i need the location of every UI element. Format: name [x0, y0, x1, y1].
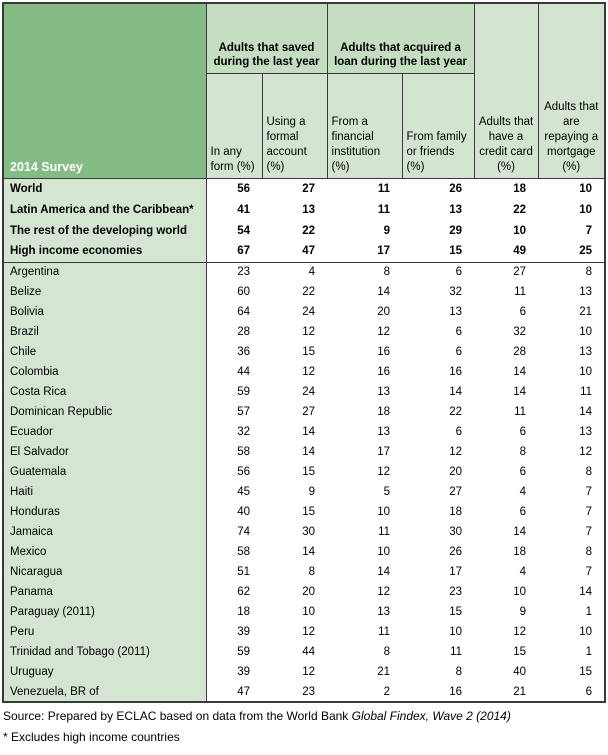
value-cell: 10 [327, 542, 402, 562]
value-cell: 10 [538, 622, 605, 642]
value-cell: 20 [262, 582, 327, 602]
value-cell: 1 [538, 642, 605, 662]
table-row [3, 562, 605, 582]
table-row [3, 322, 605, 342]
value-cell: 26 [402, 178, 474, 199]
row-label: Latin America and the Caribbean* [3, 199, 206, 220]
value-cell: 8 [327, 642, 402, 662]
value-cell: 23 [262, 682, 327, 702]
value-cell: 9 [262, 482, 327, 502]
value-cell: 30 [402, 522, 474, 542]
value-cell: 11 [327, 199, 402, 220]
value-cell: 64 [206, 302, 262, 322]
row-label: Venezuela, BR of [3, 682, 206, 702]
value-cell: 40 [206, 502, 262, 522]
value-cell: 45 [206, 482, 262, 502]
row-label: Trinidad and Tobago (2011) [3, 642, 206, 662]
table-row [3, 178, 605, 199]
value-cell: 12 [262, 662, 327, 682]
row-label: Belize [3, 282, 206, 302]
row-label: Dominican Republic [3, 402, 206, 422]
value-cell: 14 [262, 442, 327, 462]
value-cell: 15 [262, 342, 327, 362]
value-cell: 27 [402, 482, 474, 502]
row-label: El Salvador [3, 442, 206, 462]
value-cell: 6 [474, 502, 538, 522]
table-row [3, 662, 605, 682]
value-cell: 58 [206, 542, 262, 562]
value-cell: 47 [262, 241, 327, 262]
table-row [3, 502, 605, 522]
value-cell: 22 [262, 220, 327, 241]
table-body [3, 178, 605, 702]
value-cell: 56 [206, 462, 262, 482]
value-cell: 36 [206, 342, 262, 362]
row-label: Haiti [3, 482, 206, 502]
value-cell: 21 [327, 662, 402, 682]
row-label: Bolivia [3, 302, 206, 322]
table-row [3, 199, 605, 220]
group-header-loan: Adults that acquired a loan during the last year [327, 3, 474, 73]
row-label: World [3, 178, 206, 199]
value-cell: 30 [262, 522, 327, 542]
table-row [3, 220, 605, 241]
value-cell: 14 [474, 522, 538, 542]
value-cell: 8 [262, 562, 327, 582]
value-cell: 15 [538, 662, 605, 682]
value-cell: 11 [474, 282, 538, 302]
value-cell: 18 [327, 402, 402, 422]
value-cell: 14 [538, 582, 605, 602]
column-header-formal-account: Using a formal account (%) [262, 73, 327, 178]
value-cell: 10 [474, 220, 538, 241]
value-cell: 56 [206, 178, 262, 199]
value-cell: 11 [327, 522, 402, 542]
table-row [3, 622, 605, 642]
value-cell: 16 [327, 342, 402, 362]
table-row [3, 402, 605, 422]
value-cell: 60 [206, 282, 262, 302]
row-label: Guatemala [3, 462, 206, 482]
value-cell: 6 [474, 302, 538, 322]
column-header-financial-institution: From a financial institution (%) [327, 73, 402, 178]
footnote: * Excludes high income countries [3, 730, 180, 744]
value-cell: 10 [327, 502, 402, 522]
source-text: Source: Prepared by ECLAC based on data from the World Bank [3, 709, 352, 723]
column-header-credit-card: Adults that have a credit card (%) [474, 3, 538, 178]
row-label: Honduras [3, 502, 206, 522]
value-cell: 59 [206, 642, 262, 662]
table-row [3, 241, 605, 262]
value-cell: 24 [262, 382, 327, 402]
row-label: Jamaica [3, 522, 206, 542]
value-cell: 15 [402, 241, 474, 262]
value-cell: 13 [538, 342, 605, 362]
row-label: Peru [3, 622, 206, 642]
table-row [3, 362, 605, 382]
value-cell: 58 [206, 442, 262, 462]
value-cell: 17 [402, 562, 474, 582]
value-cell: 59 [206, 382, 262, 402]
value-cell: 20 [327, 302, 402, 322]
value-cell: 23 [206, 262, 262, 282]
value-cell: 7 [538, 502, 605, 522]
value-cell: 57 [206, 402, 262, 422]
value-cell: 13 [538, 282, 605, 302]
value-cell: 10 [538, 362, 605, 382]
value-cell: 41 [206, 199, 262, 220]
value-cell: 74 [206, 522, 262, 542]
value-cell: 9 [474, 602, 538, 622]
notes [2, 708, 606, 746]
column-header-family-friends: From family or friends (%) [402, 73, 474, 178]
table-row [3, 642, 605, 662]
table-row [3, 422, 605, 442]
value-cell: 32 [206, 422, 262, 442]
row-label: Panama [3, 582, 206, 602]
value-cell: 40 [474, 662, 538, 682]
value-cell: 12 [327, 462, 402, 482]
value-cell: 14 [327, 282, 402, 302]
value-cell: 28 [474, 342, 538, 362]
value-cell: 1 [538, 602, 605, 622]
value-cell: 4 [474, 562, 538, 582]
value-cell: 51 [206, 562, 262, 582]
value-cell: 39 [206, 622, 262, 642]
value-cell: 14 [474, 362, 538, 382]
value-cell: 11 [327, 178, 402, 199]
value-cell: 12 [538, 442, 605, 462]
value-cell: 26 [402, 542, 474, 562]
table-row [3, 602, 605, 622]
value-cell: 12 [474, 622, 538, 642]
column-header-in-any-form: In any form (%) [206, 73, 262, 178]
value-cell: 54 [206, 220, 262, 241]
value-cell: 4 [262, 262, 327, 282]
source-citation: Global Findex, Wave 2 (2014) [351, 709, 511, 723]
table-row [3, 582, 605, 602]
value-cell: 14 [538, 402, 605, 422]
row-label: Uruguay [3, 662, 206, 682]
value-cell: 11 [474, 402, 538, 422]
table-title-cell: 2014 Survey [3, 3, 206, 178]
value-cell: 16 [327, 362, 402, 382]
row-label: High income economies [3, 241, 206, 262]
value-cell: 25 [538, 241, 605, 262]
table-row [3, 262, 605, 282]
row-label: The rest of the developing world [3, 220, 206, 241]
value-cell: 13 [327, 422, 402, 442]
value-cell: 28 [206, 322, 262, 342]
value-cell: 7 [538, 522, 605, 542]
value-cell: 14 [262, 542, 327, 562]
value-cell: 6 [402, 322, 474, 342]
value-cell: 8 [327, 262, 402, 282]
value-cell: 17 [327, 442, 402, 462]
value-cell: 12 [327, 582, 402, 602]
row-label: Chile [3, 342, 206, 362]
value-cell: 10 [538, 322, 605, 342]
value-cell: 5 [327, 482, 402, 502]
value-cell: 16 [402, 682, 474, 702]
value-cell: 27 [474, 262, 538, 282]
value-cell: 27 [262, 402, 327, 422]
value-cell: 22 [402, 402, 474, 422]
value-cell: 18 [474, 542, 538, 562]
table-row [3, 682, 605, 702]
table-row [3, 302, 605, 322]
value-cell: 67 [206, 241, 262, 262]
value-cell: 6 [402, 342, 474, 362]
row-label: Argentina [3, 262, 206, 282]
value-cell: 8 [402, 662, 474, 682]
value-cell: 18 [402, 502, 474, 522]
value-cell: 15 [474, 642, 538, 662]
value-cell: 10 [262, 602, 327, 622]
value-cell: 14 [402, 382, 474, 402]
value-cell: 12 [327, 322, 402, 342]
row-label: Mexico [3, 542, 206, 562]
value-cell: 21 [538, 302, 605, 322]
value-cell: 13 [402, 199, 474, 220]
source-note [3, 708, 606, 725]
value-cell: 12 [262, 622, 327, 642]
value-cell: 47 [206, 682, 262, 702]
row-label: Brazil [3, 322, 206, 342]
group-header-saved: Adults that saved during the last year [206, 3, 327, 73]
value-cell: 14 [262, 422, 327, 442]
value-cell: 7 [538, 220, 605, 241]
value-cell: 24 [262, 302, 327, 322]
table-header [3, 3, 605, 178]
value-cell: 6 [402, 262, 474, 282]
row-label: Paraguay (2011) [3, 602, 206, 622]
value-cell: 44 [206, 362, 262, 382]
value-cell: 15 [402, 602, 474, 622]
value-cell: 6 [538, 682, 605, 702]
value-cell: 2 [327, 682, 402, 702]
value-cell: 10 [538, 199, 605, 220]
value-cell: 21 [474, 682, 538, 702]
value-cell: 6 [474, 422, 538, 442]
value-cell: 6 [474, 462, 538, 482]
value-cell: 32 [474, 322, 538, 342]
value-cell: 13 [402, 302, 474, 322]
table-row [3, 382, 605, 402]
table-row [3, 522, 605, 542]
value-cell: 12 [262, 362, 327, 382]
row-label: Colombia [3, 362, 206, 382]
value-cell: 10 [474, 582, 538, 602]
value-cell: 6 [402, 422, 474, 442]
value-cell: 16 [402, 362, 474, 382]
value-cell: 8 [474, 442, 538, 462]
value-cell: 4 [474, 482, 538, 502]
value-cell: 13 [327, 382, 402, 402]
value-cell: 8 [538, 462, 605, 482]
table-row [3, 462, 605, 482]
value-cell: 22 [474, 199, 538, 220]
value-cell: 7 [538, 482, 605, 502]
value-cell: 15 [262, 502, 327, 522]
value-cell: 9 [327, 220, 402, 241]
value-cell: 11 [327, 622, 402, 642]
value-cell: 10 [538, 178, 605, 199]
value-cell: 18 [206, 602, 262, 622]
value-cell: 11 [538, 382, 605, 402]
value-cell: 62 [206, 582, 262, 602]
value-cell: 12 [262, 322, 327, 342]
value-cell: 14 [474, 382, 538, 402]
value-cell: 13 [327, 602, 402, 622]
table-row [3, 342, 605, 362]
value-cell: 49 [474, 241, 538, 262]
group-header-row [3, 3, 605, 73]
value-cell: 13 [538, 422, 605, 442]
value-cell: 10 [402, 622, 474, 642]
value-cell: 8 [538, 542, 605, 562]
column-header-mortgage: Adults that are repaying a mortgage (%) [538, 3, 605, 178]
value-cell: 44 [262, 642, 327, 662]
value-cell: 27 [262, 178, 327, 199]
value-cell: 17 [327, 241, 402, 262]
value-cell: 14 [327, 562, 402, 582]
value-cell: 22 [262, 282, 327, 302]
row-label: Ecuador [3, 422, 206, 442]
findex-table [2, 2, 606, 703]
value-cell: 15 [262, 462, 327, 482]
table-row [3, 482, 605, 502]
value-cell: 12 [402, 442, 474, 462]
value-cell: 18 [474, 178, 538, 199]
table-row [3, 542, 605, 562]
value-cell: 7 [538, 562, 605, 582]
value-cell: 13 [262, 199, 327, 220]
table-row [3, 442, 605, 462]
value-cell: 11 [402, 642, 474, 662]
row-label: Nicaragua [3, 562, 206, 582]
value-cell: 8 [538, 262, 605, 282]
table-row [3, 282, 605, 302]
value-cell: 29 [402, 220, 474, 241]
value-cell: 39 [206, 662, 262, 682]
row-label: Costa Rica [3, 382, 206, 402]
value-cell: 20 [402, 462, 474, 482]
value-cell: 23 [402, 582, 474, 602]
value-cell: 32 [402, 282, 474, 302]
